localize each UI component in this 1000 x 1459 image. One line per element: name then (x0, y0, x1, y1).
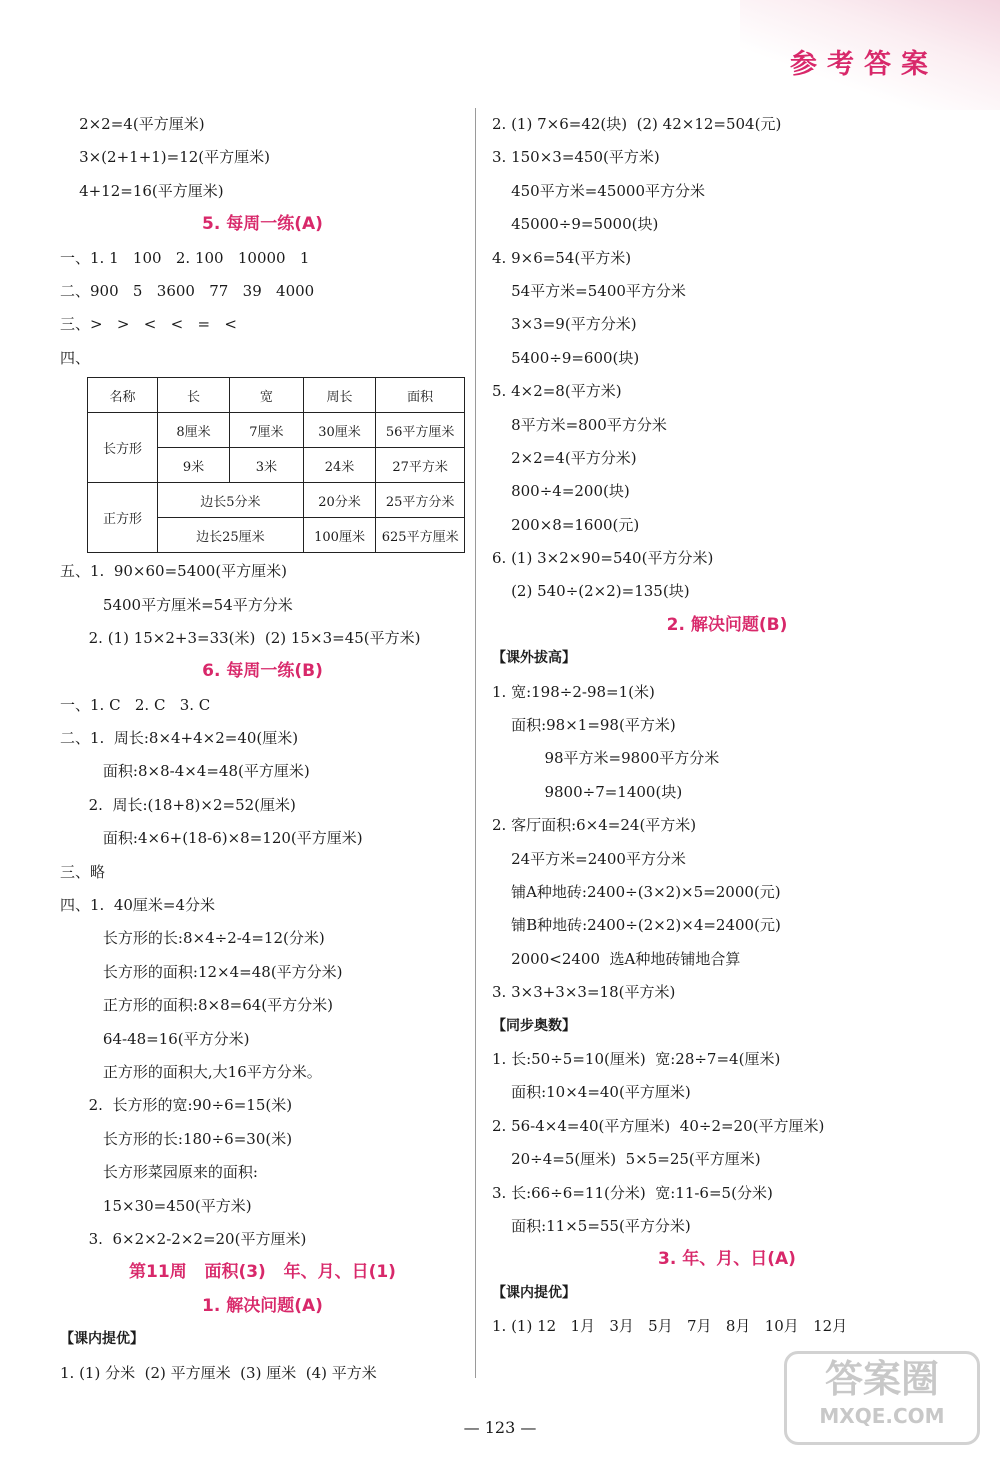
answer-line: 2. 周长:(18+8)×2=52(厘米) (60, 795, 296, 814)
subsection-label: 【课内提优】 (492, 1284, 576, 1301)
answer-line: 四、1. 40厘米=4分米 (60, 896, 216, 915)
answer-line: 长方形的长:180÷6=30(米) (60, 1129, 293, 1148)
answer-line: 2×2=4(平方分米) (492, 448, 637, 467)
answer-line: 1. 长:50÷5=10(厘米) 宽:28÷7=4(厘米) (492, 1049, 781, 1068)
watermark-text: 答案圈 (824, 1357, 939, 1401)
table-cell: 100厘米 (303, 518, 376, 553)
answer-line: 3×3=9(平方分米) (492, 315, 637, 334)
answer-line: 2×2=4(平方厘米) (60, 115, 205, 133)
answer-line: 20÷4=5(厘米) 5×5=25(平方厘米) (492, 1150, 761, 1169)
watermark-logo (784, 1351, 980, 1445)
answer-line: 3×(2+1+1)=12(平方厘米) (60, 148, 271, 167)
answer-line: 98平方米=9800平方分米 (492, 749, 720, 768)
answer-line: 3. 6×2×2-2×2=20(平方厘米) (60, 1229, 307, 1248)
answer-line: 6. (1) 3×2×90=540(平方分米) (492, 549, 714, 568)
answer-line: 面积:8×8-4×4=48(平方厘米) (60, 762, 310, 781)
table-cell: 56平方厘米 (376, 413, 465, 448)
header-title: 参考答案 (790, 49, 938, 80)
table-row (88, 483, 465, 518)
answer-line: 450平方米=45000平方分米 (492, 181, 705, 200)
answer-line: 四、 (60, 348, 91, 367)
table-cell: 7厘米 (229, 413, 303, 448)
table-cell: 边长5分米 (158, 483, 304, 518)
answer-line: 长方形的长:8×4÷2-4=12(分米) (60, 929, 325, 948)
table-cell: 20分米 (303, 483, 376, 518)
answer-line: 正方形的面积大,大16平方分米。 (60, 1062, 322, 1081)
left-column (60, 108, 465, 1390)
answer-line: 面积:98×1=98(平方米) (492, 716, 676, 735)
section-title: 1. 解决问题(A) (202, 1295, 323, 1316)
subsection-label: 【课外拔高】 (492, 650, 576, 667)
answer-line: 一、1. 1 100 2. 100 10000 1 (60, 248, 310, 267)
answer-line: 长方形的面积:12×4=48(平方分米) (60, 962, 343, 981)
right-column (492, 108, 962, 1343)
section-title: 6. 每周一练(B) (202, 661, 323, 682)
table-cell: 正方形 (88, 483, 158, 553)
answer-line: 面积:10×4=40(平方厘米) (492, 1083, 691, 1102)
answer-line: 2. (1) 15×2+3=33(米) (2) 15×3=45(平方米) (60, 628, 421, 647)
table-cell: 27平方米 (376, 448, 465, 483)
subsection-label: 【同步奥数】 (492, 1017, 576, 1034)
answer-line: 面积:4×6+(18-6)×8=120(平方厘米) (60, 829, 363, 848)
answer-line: 45000÷9=5000(块) (492, 215, 659, 234)
answer-line: 1. 宽:198÷2-98=1(米) (492, 682, 655, 701)
answer-line: 800÷4=200(块) (492, 482, 630, 501)
answer-line: 15×30=450(平方米) (60, 1196, 252, 1215)
table-cell: 8厘米 (158, 413, 230, 448)
section-title: 3. 年、月、日(A) (658, 1249, 796, 1270)
answer-line: 5. 4×2=8(平方米) (492, 382, 622, 401)
answer-line: 1. (1) 12 1月 3月 5月 7月 8月 10月 12月 (492, 1317, 848, 1336)
answer-line: 正方形的面积:8×8=64(平方分米) (60, 996, 333, 1015)
answer-line: 三、> > < < = < (60, 315, 237, 334)
section-title: 5. 每周一练(A) (202, 214, 323, 235)
answer-line: 9800÷7=1400(块) (492, 782, 683, 801)
answer-line: 64-48=16(平方分米) (60, 1029, 250, 1048)
column-divider (475, 108, 476, 1378)
answer-line: 1. (1) 分米 (2) 平方厘米 (3) 厘米 (4) 平方米 (60, 1363, 377, 1382)
answer-line: 24平方米=2400平方分米 (492, 849, 686, 868)
table-row (88, 413, 465, 448)
table-cell: 名称 (88, 378, 158, 413)
answer-line: 五、1. 90×60=5400(平方厘米) (60, 562, 288, 581)
table-cell: 25平方分米 (376, 483, 465, 518)
watermark-url: MXQE.COM (819, 1404, 945, 1428)
dimension-table (87, 377, 465, 553)
table-cell: 周长 (303, 378, 376, 413)
answer-line: 3. 3×3+3×3=18(平方米) (492, 983, 676, 1002)
answer-line: 一、1. C 2. C 3. C (60, 695, 211, 714)
answer-line: 2. 长方形的宽:90÷6=15(米) (60, 1096, 293, 1115)
answer-line: 54平方米=5400平方分米 (492, 281, 686, 300)
table-header-row (88, 378, 465, 413)
answer-line: 4+12=16(平方厘米) (60, 181, 224, 200)
answer-line: (2) 540÷(2×2)=135(块) (492, 582, 690, 601)
page-number: — 123 — (463, 1418, 537, 1437)
subsection-label: 【课内提优】 (60, 1331, 144, 1348)
answer-line: 3. 150×3=450(平方米) (492, 148, 660, 167)
answer-line: 三、略 (60, 862, 106, 881)
table-cell: 面积 (376, 378, 465, 413)
table-cell: 9米 (158, 448, 230, 483)
answer-line: 2. (1) 7×6=42(块) (2) 42×12=504(元) (492, 115, 782, 133)
answer-line: 5400÷9=600(块) (492, 348, 640, 367)
answer-line: 8平方米=800平方分米 (492, 415, 667, 434)
answer-line: 5400平方厘米=54平方分米 (60, 595, 293, 614)
answer-line: 二、1. 周长:8×4+4×2=40(厘米) (60, 729, 299, 748)
table-cell: 边长25厘米 (158, 518, 304, 553)
table-cell: 24米 (303, 448, 376, 483)
section-title: 2. 解决问题(B) (666, 614, 788, 635)
answer-line: 200×8=1600(元) (492, 515, 640, 534)
answer-line: 4. 9×6=54(平方米) (492, 248, 632, 267)
answer-line: 面积:11×5=55(平方分米) (492, 1216, 691, 1235)
table-cell: 30厘米 (303, 413, 376, 448)
answer-line: 长方形菜园原来的面积: (60, 1163, 258, 1182)
table-cell: 长 (158, 378, 230, 413)
answer-line: 铺B种地砖:2400÷(2×2)×4=2400(元) (492, 916, 781, 935)
answer-line: 3. 长:66÷6=11(分米) 宽:11-6=5(分米) (492, 1183, 773, 1202)
answer-line: 铺A种地砖:2400÷(3×2)×5=2000(元) (492, 882, 781, 901)
table-cell: 长方形 (88, 413, 158, 483)
answer-line: 二、900 5 3600 77 39 4000 (60, 281, 315, 300)
table-cell: 宽 (229, 378, 303, 413)
answer-line: 2. 56-4×4=40(平方厘米) 40÷2=20(平方厘米) (492, 1116, 825, 1135)
answer-line: 2. 客厅面积:6×4=24(平方米) (492, 816, 697, 835)
section-title: 第11周 面积(3) 年、月、日(1) (129, 1262, 396, 1283)
answer-line: 2000<2400 选A种地砖铺地合算 (492, 949, 741, 968)
table-cell: 625平方厘米 (376, 518, 465, 553)
table-cell: 3米 (229, 448, 303, 483)
